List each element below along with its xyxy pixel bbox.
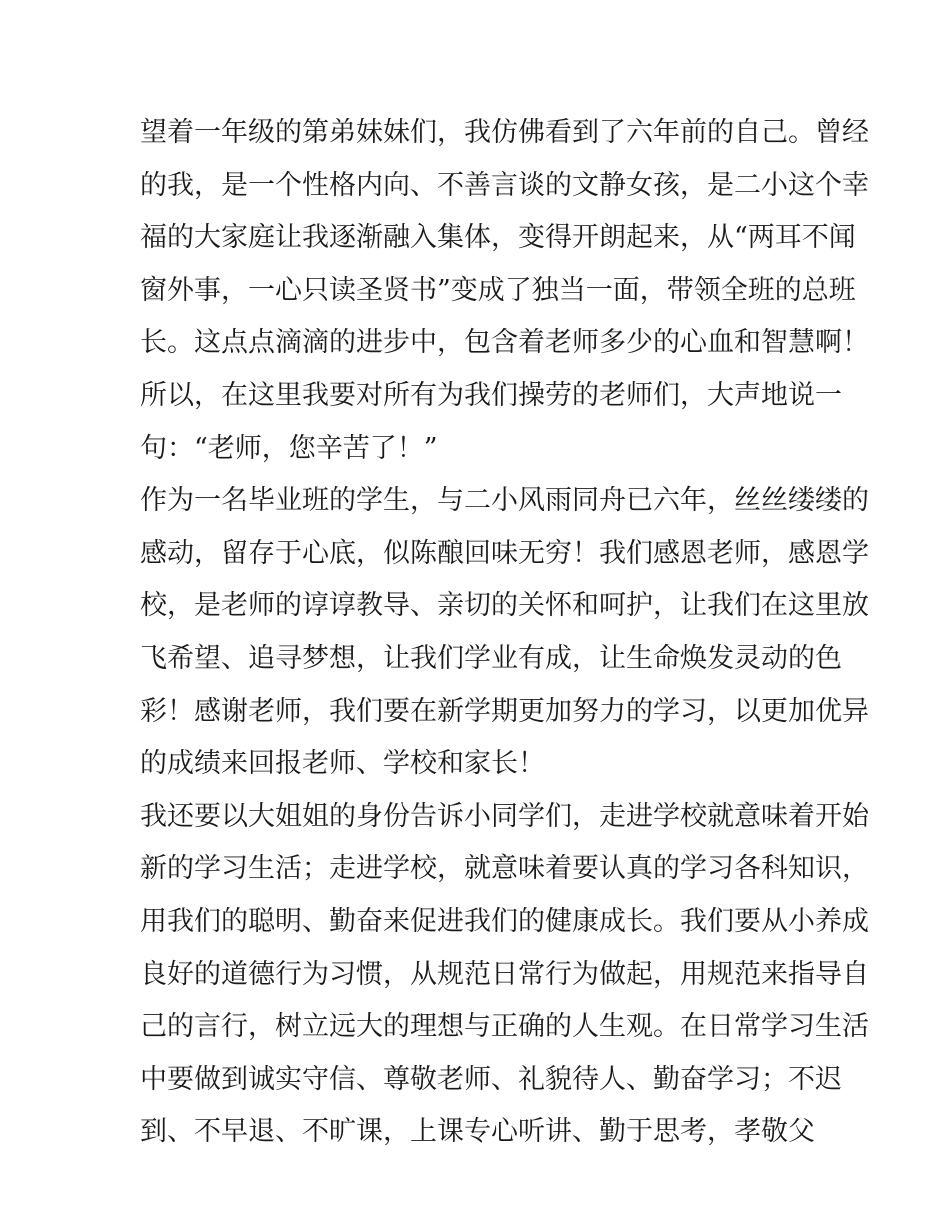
text-line: 感动，留存于心底，似陈酿回味无穷！我们感恩老师，感恩学 [140, 537, 869, 569]
text-line: 用我们的聪明、勤奋来促进我们的健康成长。我们要从小养成 [140, 905, 869, 937]
text-line: 望着一年级的第弟妹妹们，我仿佛看到了六年前的自己。曾经 [140, 117, 869, 148]
text-line: 新的学习生活；走进学校，就意味着要认真的学习各科知识， [140, 853, 869, 885]
body-text [140, 107, 869, 1159]
text-line: 的成绩来回报老师、学校和家长！ [140, 748, 545, 780]
text-line: 到、不早退、不旷课，上课专心听讲、勤于思考，孝敬父 [140, 1116, 815, 1148]
text-line: 福的大家庭让我逐渐融入集体，变得开朗起来，从“两耳不闻 [140, 222, 856, 254]
text-line: 句：“老师，您辛苦了！” [140, 432, 438, 464]
text-line: 所以，在这里我要对所有为我们操劳的老师们，大声地说一 [140, 379, 842, 411]
text-line: 飞希望、追寻梦想，让我们学业有成，让生命焕发灵动的色 [140, 642, 842, 674]
text-line: 作为一名毕业班的学生，与二小风雨同舟已六年，丝丝缕缕的 [140, 485, 869, 517]
text-line: 窗外事，一心只读圣贤书”变成了独当一面，带领全班的总班 [140, 274, 856, 306]
text-line: 良好的道德行为习惯，从规范日常行为做起，用规范来指导自 [140, 958, 869, 990]
text-line: 我还要以大姐姐的身份告诉小同学们，走进学校就意味着开始 [140, 800, 869, 832]
text-line: 中要做到诚实守信、尊敬老师、礼貌待人、勤奋学习；不迟 [140, 1063, 842, 1095]
text-line: 长。这点点滴滴的进步中，包含着老师多少的心血和智慧啊！ [140, 327, 869, 359]
text-line: 校，是老师的谆谆教导、亲切的关怀和呵护，让我们在这里放 [140, 590, 869, 622]
text-line: 己的言行，树立远大的理想与正确的人生观。在日常学习生活 [140, 1011, 869, 1043]
text-line: 彩！感谢老师，我们要在新学期更加努力的学习，以更加优异 [140, 695, 869, 727]
text-line: 的我，是一个性格内向、不善言谈的文静女孩，是二小这个幸 [140, 169, 869, 201]
